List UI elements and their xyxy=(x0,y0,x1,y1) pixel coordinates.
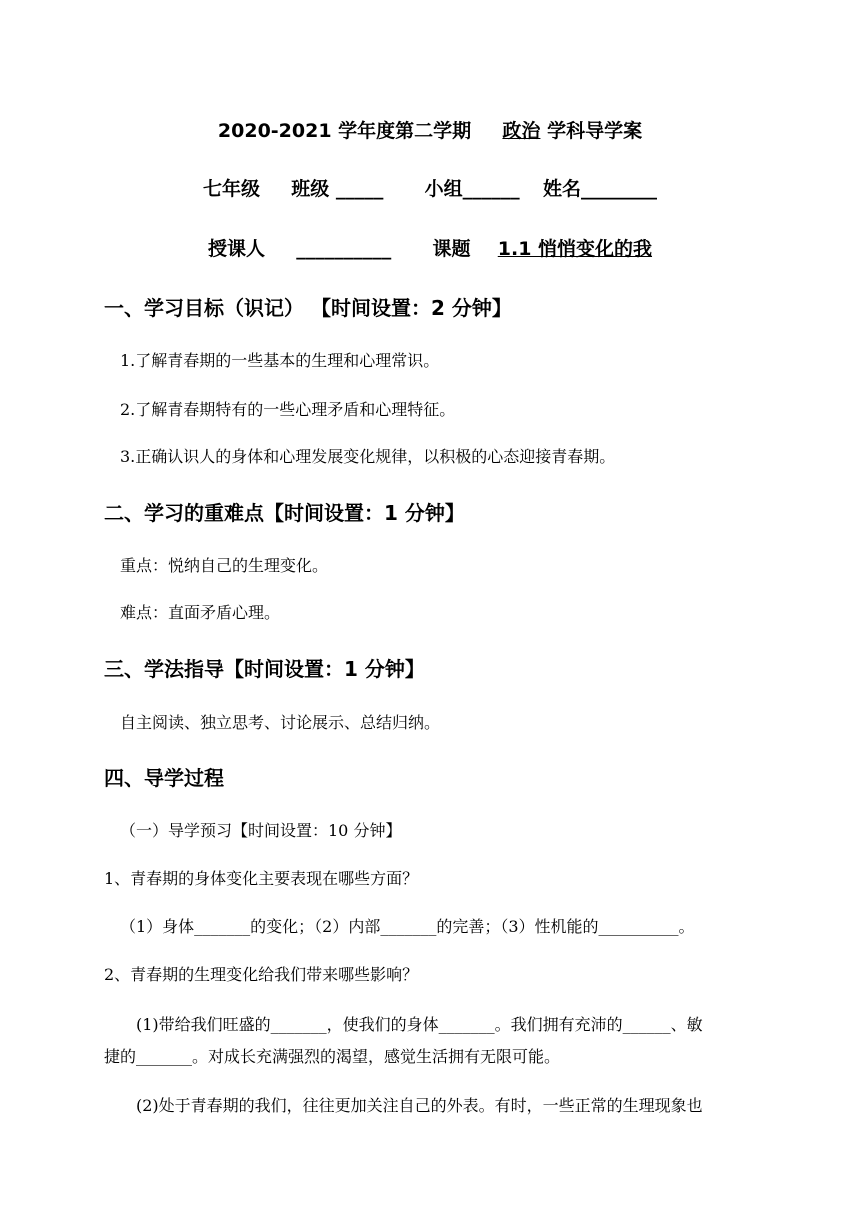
doc-title xyxy=(0,116,860,143)
name-field: 姓名________ xyxy=(542,178,657,200)
doc-type-label: 学科导学案 xyxy=(547,120,643,142)
section-2-title: 二、学习的重难点【时间设置：1 分钟】 xyxy=(104,501,465,525)
group-field: 小组______ xyxy=(424,178,520,200)
term-label: 2020-2021 学年度第二学期 xyxy=(217,120,472,142)
student-info-line xyxy=(0,174,860,201)
question-1: 1、青春期的身体变化主要表现在哪些方面？ xyxy=(104,869,419,888)
section-4-title: 四、导学过程 xyxy=(104,766,224,790)
teacher-label: 授课人 xyxy=(207,238,265,260)
objective-item: 1.了解青春期的一些基本的生理和心理常识。 xyxy=(120,351,440,370)
key-point: 重点：悦纳自己的生理变化。 xyxy=(120,556,329,575)
topic-value: 1.1 悄悄变化的我 xyxy=(497,238,653,260)
objective-item: 2.了解青春期特有的一些心理矛盾和心理特征。 xyxy=(120,400,456,419)
teacher-field: __________ xyxy=(296,238,392,260)
class-field: 班级 _____ xyxy=(291,178,384,200)
method-text: 自主阅读、独立思考、讨论展示、总结归纳。 xyxy=(120,713,441,732)
subject-label: 政治 xyxy=(502,120,541,142)
question-2-answer-line: (1)带给我们旺盛的_______，使我们的身体_______。我们拥有充沛的______、敏 xyxy=(136,1015,703,1034)
question-2-answer-line: 捷的_______。对成长充满强烈的渴望，感觉生活拥有无限可能。 xyxy=(104,1047,561,1066)
grade-label: 七年级 xyxy=(203,178,261,200)
question-2: 2、青春期的生理变化给我们带来哪些影响？ xyxy=(104,965,419,984)
question-1-answer: （1）身体_______的变化；（2）内部_______的完善；（3）性机能的__________。 xyxy=(120,917,695,936)
question-2-answer-line: (2)处于青春期的我们，往往更加关注自己的外表。有时，一些正常的生理现象也 xyxy=(136,1096,703,1115)
section-1-title: 一、学习目标（识记） 【时间设置：2 分钟】 xyxy=(104,296,512,320)
subsection-title: （一）导学预习【时间设置：10 分钟】 xyxy=(120,821,402,840)
lesson-info-line xyxy=(0,234,860,261)
section-3-title: 三、学法指导【时间设置：1 分钟】 xyxy=(104,657,425,681)
topic-label: 课题 xyxy=(432,238,471,260)
difficult-point: 难点：直面矛盾心理。 xyxy=(120,603,281,622)
objective-item: 3.正确认识人的身体和心理发展变化规律，以积极的心态迎接青春期。 xyxy=(120,447,616,466)
